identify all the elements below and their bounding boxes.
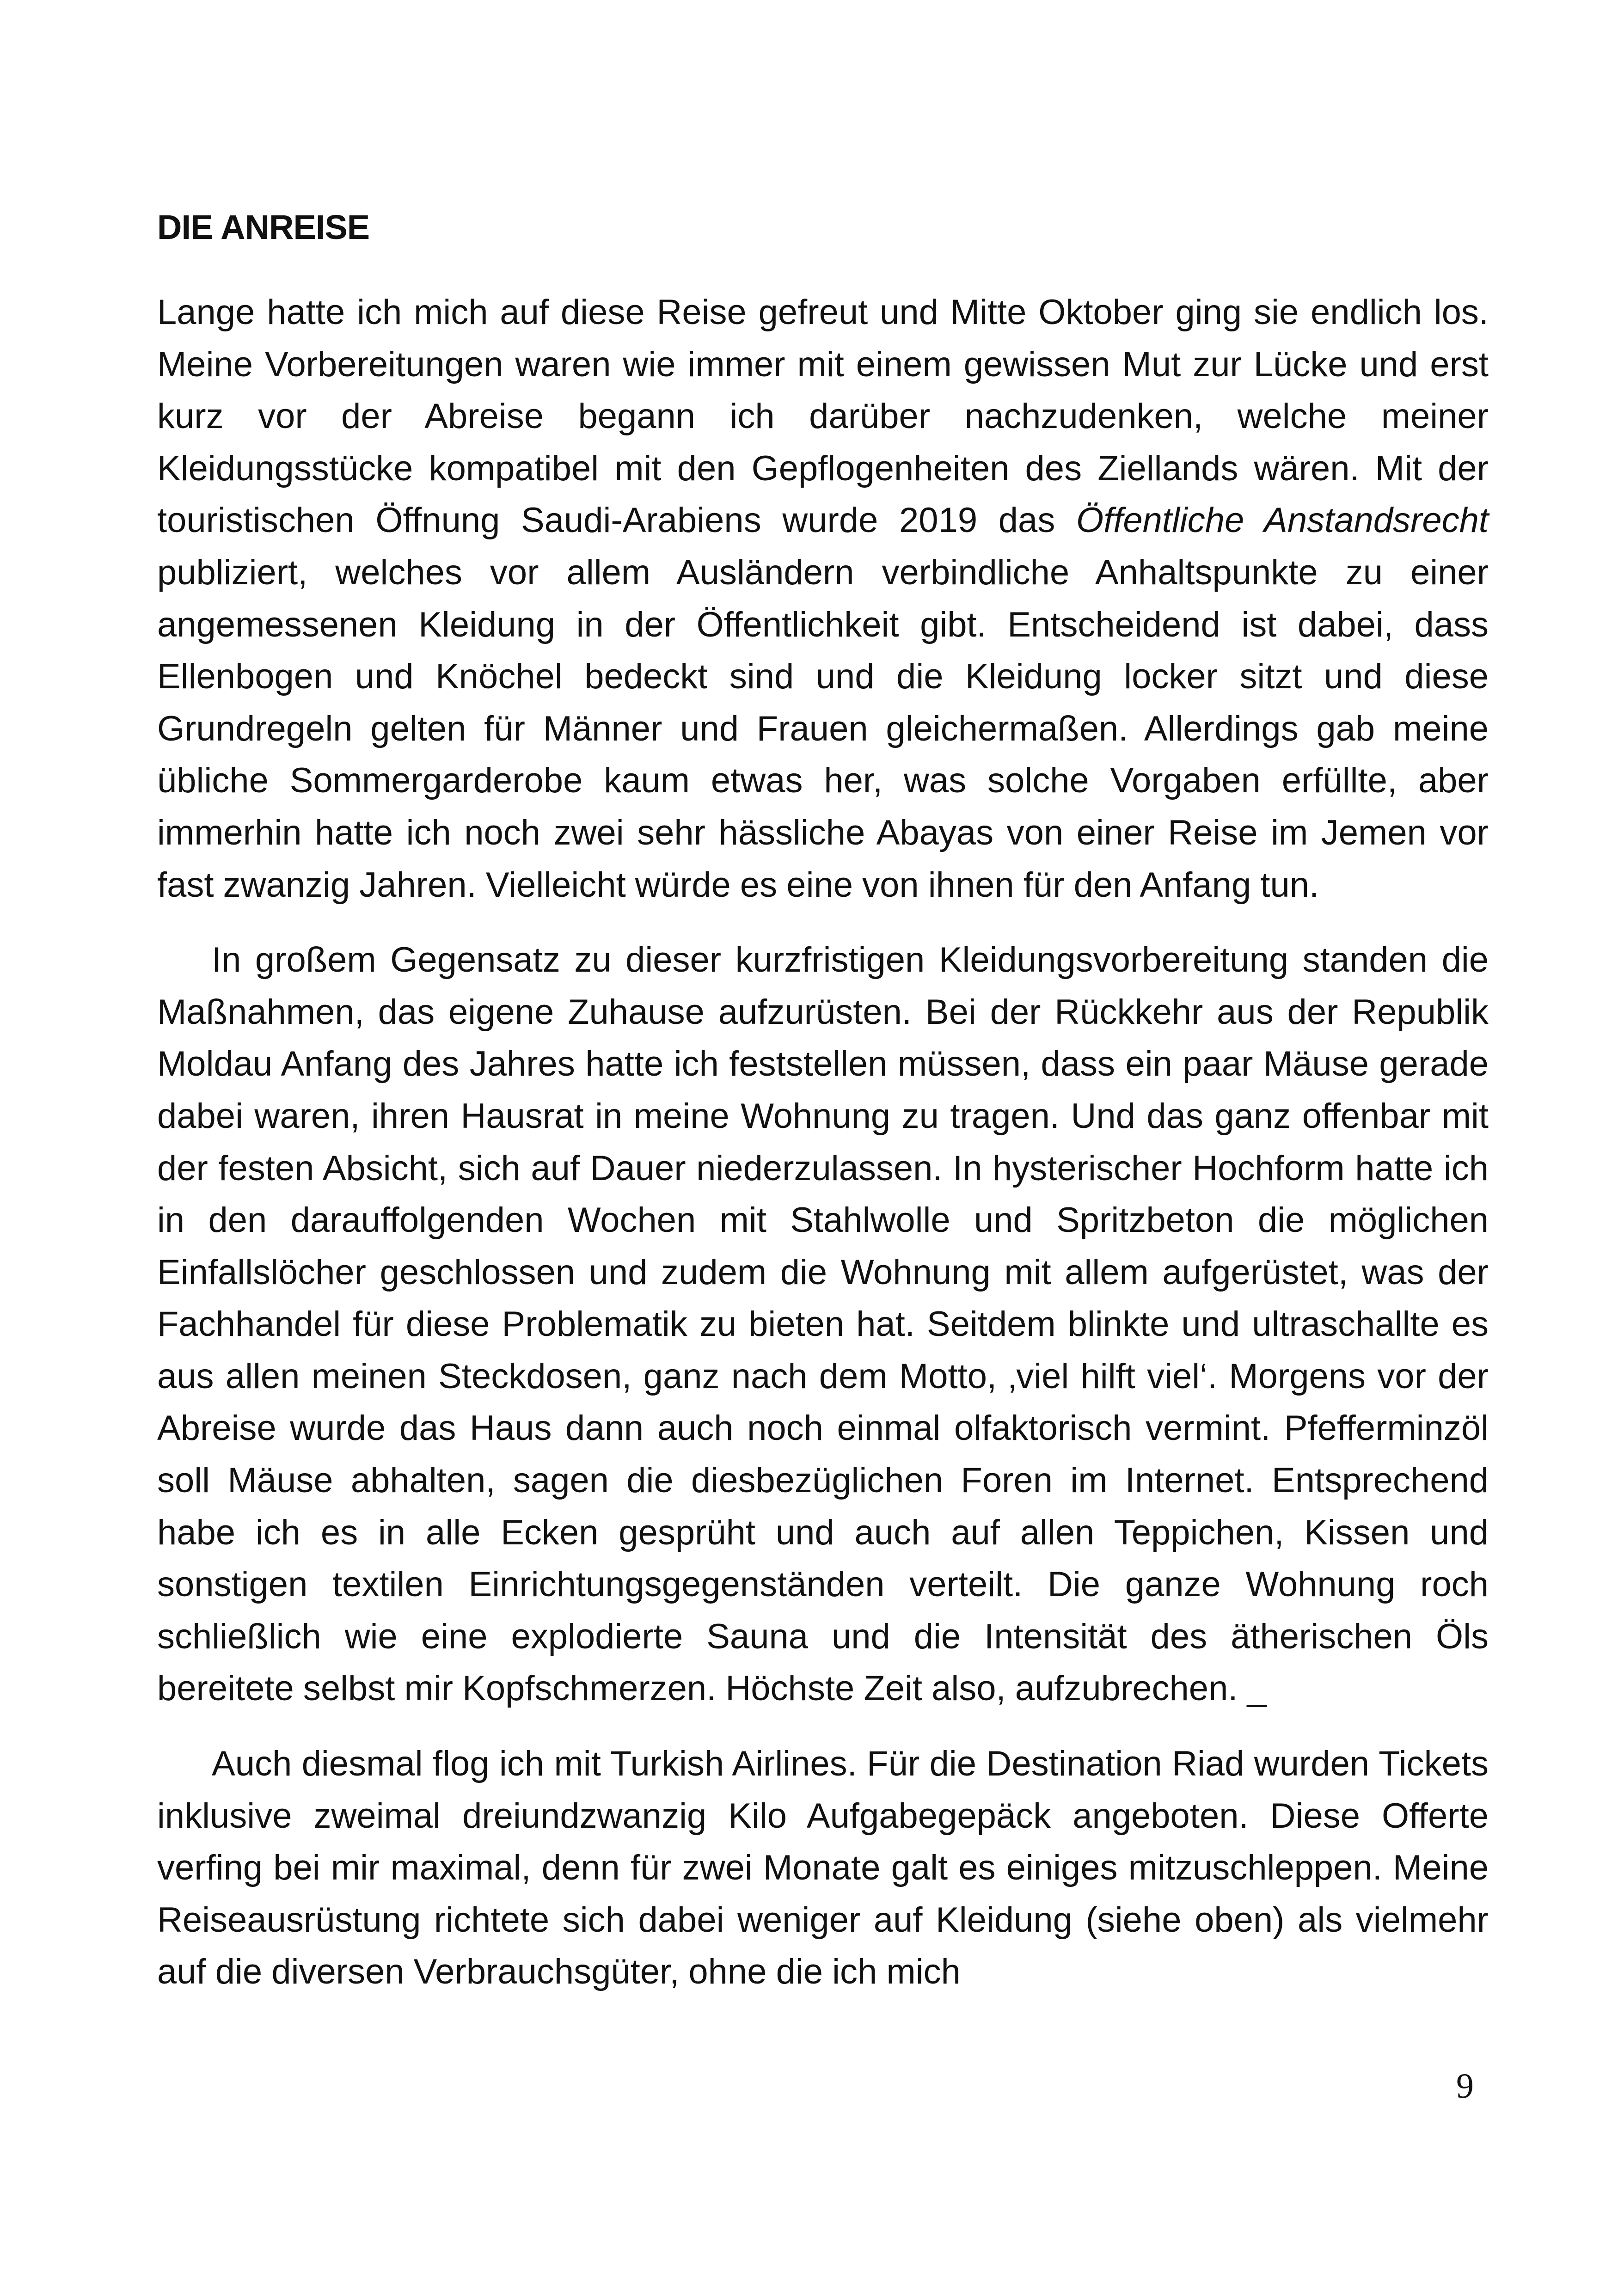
paragraph-1-text-start: Lange hatte ich mich auf diese Reise gefreut und Mitte Oktober ging sie endlich los. Meine Vorbereitungen waren wie immer mit einem gewissen Mut zur Lücke und erst kurz vor der Abreise begann ich darüber nachzudenken, welche meiner Kleidungsstücke kompatibel mit den Gepflogenheiten des Ziellands wären. Mit der touristischen Öffnung Saudi-Arabiens wurde 2019 das	[157, 293, 1489, 540]
paragraph-1-text-end: publiziert, welches vor allem Ausländern verbindliche Anhaltspunkte zu einer angemessenen Kleidung in der Öffentlichkeit gibt. Entscheidend ist dabei, dass Ellenbogen und Knöchel bedeckt sind und die Kleidung locker sitzt und diese Grundregeln gelten für Männer und Frauen gleichermaßen. Allerdings gab meine übliche Sommergarderobe kaum etwas her, was solche Vorgaben erfüllte, aber immerhin hatte ich noch zwei sehr hässliche Abayas von einer Reise im Jemen vor fast zwanzig Jahren. Vielleicht würde es eine von ihnen für den Anfang tun.	[157, 552, 1489, 905]
italic-title: Öffentliche Anstandsrecht	[1076, 501, 1489, 540]
body-text	[157, 287, 1489, 1998]
paragraph-2: In großem Gegensatz zu dieser kurzfristigen Kleidungsvorbereitung standen die Maßnahmen, das eigene Zuhause aufzurüsten. Bei der Rückkehr aus der Republik Moldau Anfang des Jahres hatte ich feststellen müssen, dass ein paar Mäuse gerade dabei waren, ihren Hausrat in meine Wohnung zu tragen. Und das ganz offenbar mit der festen Absicht, sich auf Dauer niederzulassen. In hysterischer Hochform hatte ich in den darauffolgenden Wochen mit Stahlwolle und Spritzbeton die möglichen Einfallslöcher geschlossen und zudem die Wohnung mit allem aufgerüstet, was der Fachhandel für diese Problematik zu bieten hat. Seitdem blinkte und ultraschallte es aus allen meinen Steckdosen, ganz nach dem Motto, ‚viel hilft viel‘. Morgens vor der Abreise wurde das Haus dann auch noch einmal olfaktorisch vermint. Pfefferminzöl soll Mäuse abhalten, sagen die diesbezüglichen Foren im Internet. Entsprechend habe ich es in alle Ecken gesprüht und auch auf allen Teppichen, Kissen und sonstigen textilen Einrichtungsgegenständen verteilt. Die ganze Wohnung roch schließlich wie eine explodierte Sauna und die Intensität des ätherischen Öls bereitete selbst mir Kopfschmerzen. Höchste Zeit also, aufzubrechen. _	[157, 940, 1489, 1708]
page-number: 9	[1456, 2067, 1474, 2106]
paragraph-3: Auch diesmal flog ich mit Turkish Airlines. Für die Destination Riad wurden Tickets inklusive zweimal dreiundzwanzig Kilo Aufgabegepäck angeboten. Diese Offerte verfing bei mir maximal, denn für zwei Monate galt es einiges mitzuschleppen. Meine Reiseausrüstung richtete sich dabei weniger auf Kleidung (siehe oben) als vielmehr auf die diversen Verbrauchsgüter, ohne die ich mich	[157, 1744, 1489, 1992]
paragraph-1	[157, 287, 1489, 911]
chapter-heading: DIE ANREISE	[157, 208, 370, 246]
